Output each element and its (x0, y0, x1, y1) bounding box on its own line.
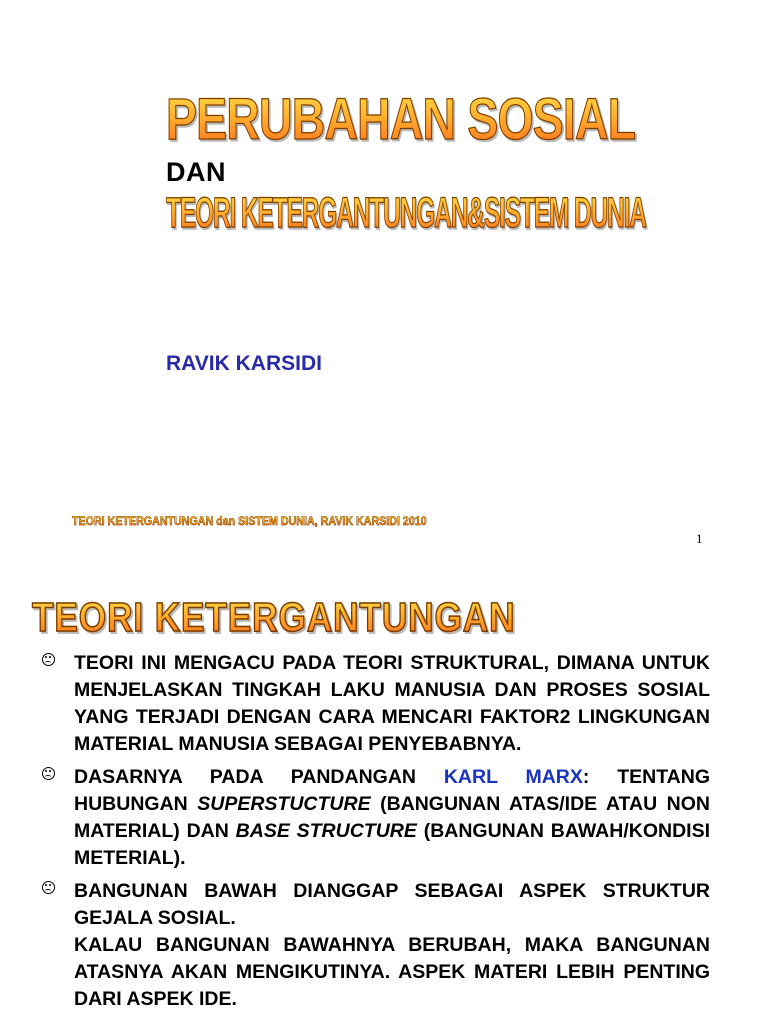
bullet-text: BANGUNAN BAWAH DIANGGAP SEBAGAI ASPEK STRUKTUR GEJALA SOSIAL. (74, 880, 710, 929)
text-segment: (BANGUNAN ATAS/IDE ATAU NON MATERIAL) DAN (74, 793, 710, 842)
slide-title: PERUBAHAN SOSIAL (166, 87, 636, 152)
continuation-item (42, 932, 710, 1013)
bullet-text: TEORI INI MENGACU PADA TEORI STRUKTURAL, DIMANA UNTUK MENJELASKAN TINGKAH LAKU MANUSIA DAN PROSES SOSIAL YANG TERJADI DENGAN CARA MENCARI FAKTOR2 LINGKUNGAN MATERIAL MANUSIA SEBAGAI PENYEBABNYA. (74, 652, 710, 755)
bullet-item (42, 764, 710, 872)
frown-icon (42, 653, 55, 666)
author-name: RAVIK KARSIDI (166, 352, 322, 375)
bullet-list (42, 650, 710, 1013)
bullet-item (42, 650, 710, 758)
page-number: 1 (696, 531, 703, 546)
bullet-item (42, 878, 710, 932)
base-structure-term: BASE STRUCTURE (235, 820, 417, 842)
text-segment: : TENTANG HUBUNGAN (74, 766, 710, 815)
superstructure-term: SUPERSTUCTURE (197, 793, 371, 815)
slide-heading: TEORI KETERGANTUNGAN (32, 594, 516, 640)
bullet-text (74, 764, 710, 872)
slide-footer: TEORI KETERGANTUNGAN dan SISTEM DUNIA, RAVIK KARSIDI 2010 (72, 514, 427, 528)
text-segment: DASARNYA PADA PANDANGAN (74, 766, 444, 788)
text-segment: (BANGUNAN BAWAH/KONDISI METERIAL). (74, 820, 710, 869)
content-slide (0, 570, 768, 1024)
karl-marx-highlight: KARL MARX (443, 766, 583, 788)
title-conjunction: DAN (166, 157, 226, 187)
slide-subtitle: TEORI KETERGANTUNGAN&SISTEM DUNIA (166, 189, 646, 237)
frown-icon (42, 881, 55, 894)
frown-icon (42, 767, 55, 780)
continuation-text: KALAU BANGUNAN BAWAHNYA BERUBAH, MAKA BANGUNAN ATASNYA AKAN MENGIKUTINYA. ASPEK MATERI LEBIH PENTING DARI ASPEK IDE. (74, 934, 710, 1010)
